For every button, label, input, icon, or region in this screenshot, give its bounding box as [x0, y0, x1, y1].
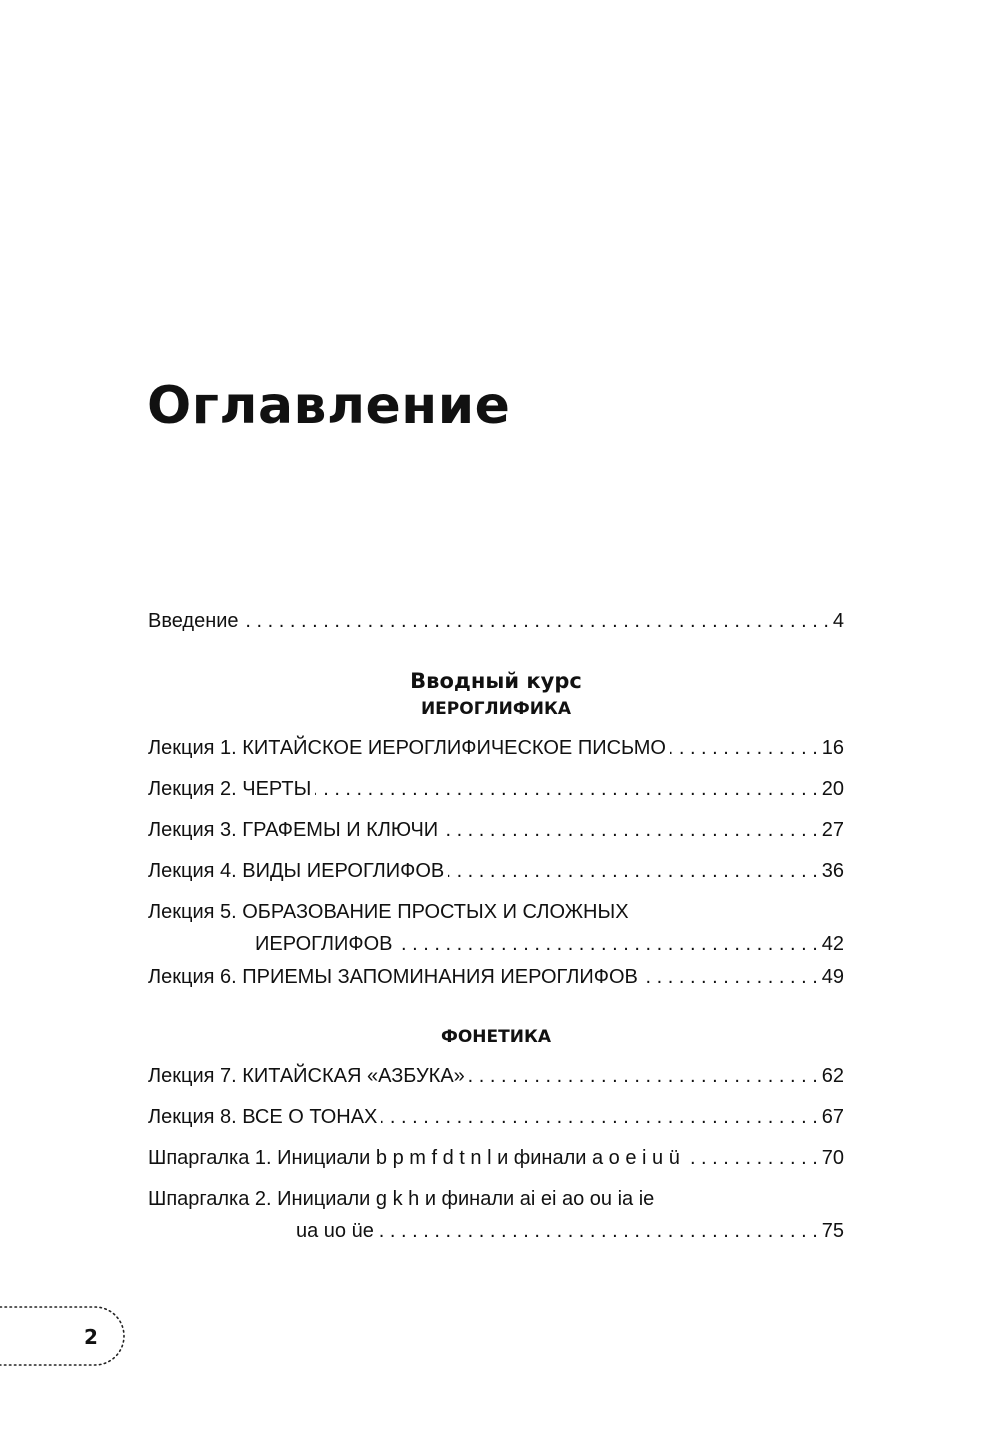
dot-leader: [448, 859, 818, 883]
toc-entry[interactable]: [148, 850, 844, 891]
toc-entry-label-line2: ИЕРОГЛИФОВ: [255, 933, 393, 955]
section-heading: ФОНЕТИКА: [440, 1027, 552, 1047]
dot-leader: [442, 818, 818, 842]
toc-entry-page: 42: [821, 933, 844, 955]
toc-entry-label: Лекция 2. ЧЕРТЫ: [148, 777, 312, 800]
toc-entry-label: Лекция 4. ВИДЫ ИЕРОГЛИФОВ: [148, 859, 445, 882]
toc-entry-label: Лекция 7. КИТАЙСКАЯ «АЗБУКА»: [148, 1064, 465, 1087]
dot-leader: [315, 777, 817, 801]
toc-entry-label: Лекция 6. ПРИЕМЫ ЗАПОМИНАНИЯ ИЕРОГЛИФОВ: [148, 965, 638, 988]
section-heading: ИЕРОГЛИФИКА: [420, 699, 572, 719]
toc-entry[interactable]: [148, 1055, 844, 1096]
toc-entry-label: Лекция 1. КИТАЙСКОЕ ИЕРОГЛИФИЧЕСКОЕ ПИСЬМО: [148, 736, 666, 759]
toc-entry-label: Введение: [148, 609, 239, 632]
toc-entry-label: Шпаргалка 1. Инициали b p m f d t n l и финали a o e i u ü: [148, 1146, 680, 1169]
page-number-badge: [0, 1305, 126, 1367]
toc-entry[interactable]: [148, 1096, 844, 1137]
dot-leader: [670, 736, 818, 760]
toc-entry-page: 16: [821, 736, 844, 759]
toc-entry-label-line1: Лекция 5. ОБРАЗОВАНИЕ ПРОСТЫХ И СЛОЖНЫХ: [148, 900, 629, 923]
toc-entry-page: 20: [821, 777, 844, 800]
dot-leader: [378, 1219, 818, 1243]
toc-entry-page: 49: [821, 965, 844, 988]
toc-entry-page: 75: [821, 1220, 844, 1242]
toc-entry[interactable]: [148, 727, 844, 768]
toc-entry-page: 62: [821, 1064, 844, 1087]
toc-entry[interactable]: [148, 956, 844, 997]
toc-entry-page: 67: [821, 1105, 844, 1128]
toc-entry[interactable]: [148, 809, 844, 850]
dot-leader: [469, 1064, 818, 1088]
toc-entry-page: 36: [821, 859, 844, 882]
table-of-contents: [148, 600, 844, 1243]
dot-leader: [684, 1146, 818, 1170]
toc-entry-page: 27: [821, 818, 844, 841]
toc-entry[interactable]: [148, 1178, 844, 1243]
toc-entry-label: Лекция 3. ГРАФЕМЫ И КЛЮЧИ: [148, 818, 439, 841]
course-title: Вводный курс: [410, 669, 582, 693]
dot-leader: [243, 609, 829, 633]
toc-entry[interactable]: [148, 768, 844, 809]
dot-leader: [642, 965, 818, 989]
page-title: Оглавление: [147, 376, 511, 436]
toc-entry-intro[interactable]: [148, 600, 844, 641]
toc-entry-label-line1: Шпаргалка 2. Инициали g k h и финали ai ei ao ou ia ie: [148, 1187, 655, 1210]
toc-entry-label: Лекция 8. ВСЕ О ТОНАХ: [148, 1105, 378, 1128]
toc-entry-label-line2: ua uo üe: [296, 1220, 374, 1242]
toc-entry-page: 4: [832, 609, 844, 632]
toc-entry-page: 70: [821, 1146, 844, 1169]
page-number: 2: [84, 1325, 98, 1349]
toc-entry[interactable]: [148, 1137, 844, 1178]
dot-leader: [396, 932, 817, 956]
dot-leader: [381, 1105, 817, 1129]
toc-entry[interactable]: [148, 891, 844, 956]
